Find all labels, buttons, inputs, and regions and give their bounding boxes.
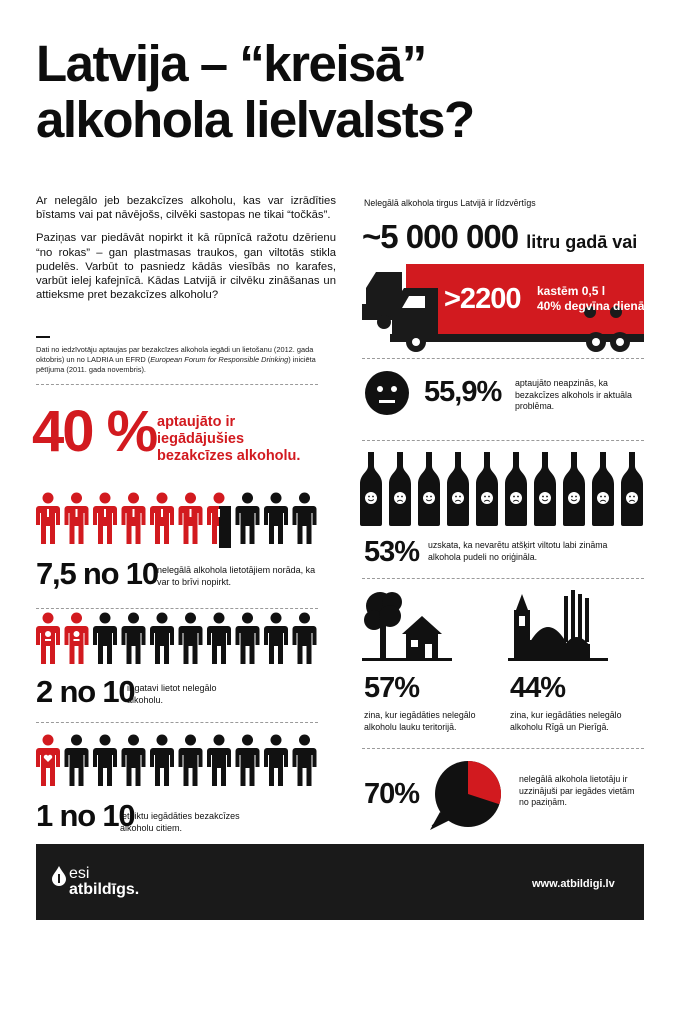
person-icon [293, 613, 317, 665]
person-icon [293, 735, 317, 787]
truck-text [537, 284, 647, 314]
stat-57-value: 57% [364, 672, 420, 704]
footer-url[interactable]: www.atbildigi.lv [532, 878, 615, 890]
person-icon [93, 493, 117, 545]
bottle-icon [505, 452, 527, 526]
person-icon [207, 735, 231, 787]
person-icon [150, 493, 174, 545]
bottle-icon [563, 452, 585, 526]
stat-559-value: 55,9% [424, 376, 502, 408]
person-icon [36, 613, 60, 665]
tree-house-icon [362, 590, 472, 662]
person-icon [122, 613, 146, 665]
person-icon [293, 493, 317, 545]
logo-line-2: atbildīgs. [69, 881, 140, 898]
person-icon [179, 493, 203, 545]
market-value-line [362, 218, 637, 261]
intro-paragraph-1: Ar nelegālo jeb bezakcīzes alkoholu, kas var izrādīties bīstams vai pat nāvējošs, cilvēki sastopas ne tikai “točkās”. [36, 195, 336, 222]
truck-text-2: 40% degvīna dienā [537, 299, 645, 313]
bottles-row [360, 452, 644, 526]
stat-44-value: 44% [510, 672, 566, 704]
person-icon [150, 735, 174, 787]
bottle-icon [389, 452, 411, 526]
separator [362, 578, 644, 579]
logo-line-1: esi [69, 865, 90, 882]
stat-2-value: 2 no 10 [36, 674, 135, 709]
bottle-icon [418, 452, 440, 526]
person-icon [122, 493, 146, 545]
stat-75-value: 7,5 no 10 [36, 556, 158, 591]
separator [36, 608, 318, 609]
people-row-2 [36, 612, 318, 668]
bottle-icon [592, 452, 614, 526]
bottle-icon [476, 452, 498, 526]
drop-logo-icon [52, 866, 66, 886]
person-icon [65, 613, 89, 665]
stat-53-value: 53% [364, 536, 420, 568]
logo-text [69, 866, 139, 898]
intro-paragraph-2: Paziņas var piedāvāt nopirkt it kā rūpnīcā ražotu dzērienu “no rokas” – gan plastmasas traukos, gan viltotās stikla pudelēs. Varbūt to pasniedz kādās viesībās no karafes, varbūt ielej kafejnīcā. Kādas Latvijā ir cilvēku zināšanas un attieksme pret bezakcīzes alkoholu? [36, 232, 336, 302]
source-note [36, 345, 336, 375]
person-icon [93, 735, 117, 787]
separator [36, 722, 318, 723]
person-icon [93, 613, 117, 665]
bottle-icon [360, 452, 382, 526]
person-icon [264, 613, 288, 665]
separator [362, 440, 644, 441]
person-icon [236, 613, 260, 665]
person-icon [179, 613, 203, 665]
source-italic: European Forum for Responsible Drinking [150, 355, 289, 364]
stat-70-text: nelegālā alkohola lietotāju ir uzzinājuši par iegādes vietām no paziņām. [519, 774, 635, 807]
stat-57-text: zina, kur iegādāties nelegālo alkoholu lauku teritorijā. [364, 710, 476, 732]
person-icon [150, 613, 174, 665]
neutral-face-icon [364, 370, 410, 416]
people-row-75 [36, 492, 318, 548]
stat-53-text: uzskata, ka nevarētu atšķirt viltotu labi zināma alkohola pudeli no oriģināla. [428, 540, 608, 562]
truck-text-1: kastēm 0,5 l [537, 284, 606, 298]
person-icon [236, 493, 260, 545]
people-row-1 [36, 734, 318, 790]
stat-75-text: nelegālā alkohola lietotājiem norāda, ka var to brīvi nopirkt. [157, 565, 316, 587]
stat-40-value: 40 % [32, 399, 157, 464]
bottle-icon [621, 452, 643, 526]
page-title [36, 36, 474, 148]
person-icon [122, 735, 146, 787]
stat-559-text: aptaujāto neapzinās, ka bezakcīzes alkohols ir aktuāla problēma. [515, 378, 632, 411]
market-label: Nelegālā alkohola tirgus Latvijā ir līdzvērtīgs [364, 198, 536, 208]
person-icon [207, 613, 231, 665]
intro-text [36, 194, 336, 311]
title-line-2: alkohola lielvalsts? [36, 91, 474, 148]
person-icon [179, 735, 203, 787]
separator [36, 384, 318, 385]
bottle-icon [534, 452, 556, 526]
stat-2-text: ir gatavi lietot nelegālo alkoholu. [127, 683, 217, 705]
stat-1-text: ieteiktu iegādāties bezakcīzes alkoholu citiem. [120, 811, 240, 833]
city-icon [508, 590, 608, 662]
market-value: ~5 000 000 [362, 218, 519, 255]
title-line-1: Latvija – “kreisā” [36, 35, 426, 92]
source-part-2: ) iniciēta pētījuma (2011. gada novembris). [36, 355, 316, 374]
person-icon [236, 735, 260, 787]
separator [362, 358, 644, 359]
divider-dash [36, 336, 50, 338]
stat-70-value: 70% [364, 778, 420, 810]
separator [362, 748, 644, 749]
person-icon [65, 735, 89, 787]
person-icon [264, 735, 288, 787]
person-icon [264, 493, 288, 545]
stat-44-text: zina, kur iegādāties nelegālo alkoholu Rīgā un Pierīgā. [510, 710, 622, 732]
person-icon [36, 493, 60, 545]
bottle-icon [447, 452, 469, 526]
market-unit: litru gadā vai [526, 232, 638, 252]
person-icon [65, 493, 89, 545]
stat-40-text: aptaujāto ir iegādājušies bezakcīzes alkoholu. [157, 414, 301, 464]
source-part-1: Dati no iedzīvotāju aptaujas par bezakcīzes alkohola iegādi un lietošanu (2012. gada oktobris) un no LADRIA un EFRD ( [36, 345, 314, 364]
truck-value: >2200 [444, 283, 521, 315]
speech-pie-icon [426, 760, 504, 832]
stat-1-value: 1 no 10 [36, 798, 135, 833]
